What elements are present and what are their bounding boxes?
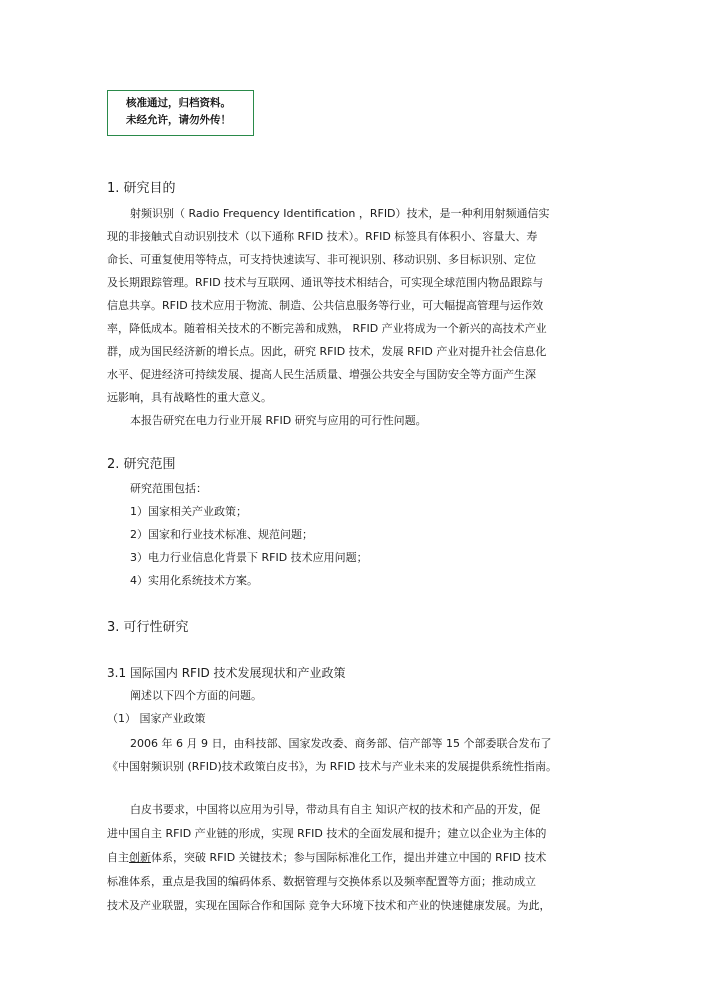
paragraph-line: 率，降低成本。随着相关技术的不断完善和成熟， RFID 产业将成为一个新兴的高技术产业 [107,322,547,335]
list-item: 3）电力行业信息化背景下 RFID 技术应用问题； [130,551,368,564]
paragraph-line: 标准体系，重点是我国的编码体系、数据管理与交换体系以及频率配置等方面；推动成立 [107,875,536,888]
paragraph-line: 现的非接触式自动识别技术（以下通称 RFID 技术）。RFID 标签具有体积小、容量大、寿 [107,230,538,243]
section-1-heading: 1. 研究目的 [107,181,176,196]
subsection-intro: 阐述以下四个方面的问题。 [130,689,262,702]
paragraph-line [107,851,546,865]
paragraph-line: 命长、可重复使用等特点，可支持快速读写、非可视识别、移动识别、多目标识别、定位 [107,253,536,266]
list-item: 4）实用化系统技术方案。 [130,574,258,587]
subsection-3-1-heading: 3.1 国际国内 RFID 技术发展现状和产业政策 [107,666,346,680]
list-item: 1）国家相关产业政策； [130,505,247,518]
section-2-heading: 2. 研究范围 [107,457,176,472]
paragraph-line: 白皮书要求，中国将以应用为引导，带动具有自主 知识产权的技术和产品的开发，促 [130,803,541,816]
paragraph-line: 技术及产业联盟，实现在国际合作和国际 竞争大环境下技术和产业的快速健康发展。为此， [107,899,551,912]
paragraph-line: 进中国自主 RFID 产业链的形成，实现 RFID 技术的全面发展和提升；建立以企业为主体的 [107,827,547,840]
confidential-notice-box [107,90,254,136]
text-fragment: 体系，突破 RFID 关键技术；参与国际标准化工作，提出并建立中国的 RFID 技术 [151,851,547,864]
paragraph-line: 及长期跟踪管理。RFID 技术与互联网、通讯等技术相结合，可实现全球范围内物品跟踪与 [107,276,544,289]
text-fragment: 自主 [107,851,129,864]
scope-intro: 研究范围包括： [130,482,207,495]
paragraph-line: 水平、促进经济可持续发展、提高人民生活质量、增强公共安全与国防安全等方面产生深 [107,368,536,381]
innovation-link[interactable]: 创新 [129,851,151,864]
paragraph-line: 《中国射频识别 (RFID)技术政策白皮书》，为 RFID 技术与产业未来的发展提供系统性指南。 [107,760,557,773]
paragraph-line: 射频识别（ Radio Frequency Identification ，RFID）技术，是一种利用射频通信实 [130,207,550,220]
paragraph-line: 本报告研究在电力行业开展 RFID 研究与应用的可行性问题。 [130,414,427,427]
paragraph-line: 2006 年 6 月 9 日，由科技部、国家发改委、商务部、信产部等 15 个部委联合发布了 [130,737,552,750]
paragraph-line: 信息共享。RFID 技术应用于物流、制造、公共信息服务等行业，可大幅提高管理与运作效 [107,299,544,312]
notice-line-1: 核准通过，归档资料。 [126,97,231,109]
paragraph-line: 远影响，具有战略性的重大意义。 [107,391,272,404]
section-3-heading: 3. 可行性研究 [107,620,189,635]
notice-line-2: 未经允许，请勿外传！ [126,114,231,126]
paragraph-line: 群，成为国民经济新的增长点。因此，研究 RFID 技术，发展 RFID 产业对提升社会信息化 [107,345,547,358]
item-1-label: （1） 国家产业政策 [107,712,206,725]
list-item: 2）国家和行业技术标准、规范问题； [130,528,313,541]
